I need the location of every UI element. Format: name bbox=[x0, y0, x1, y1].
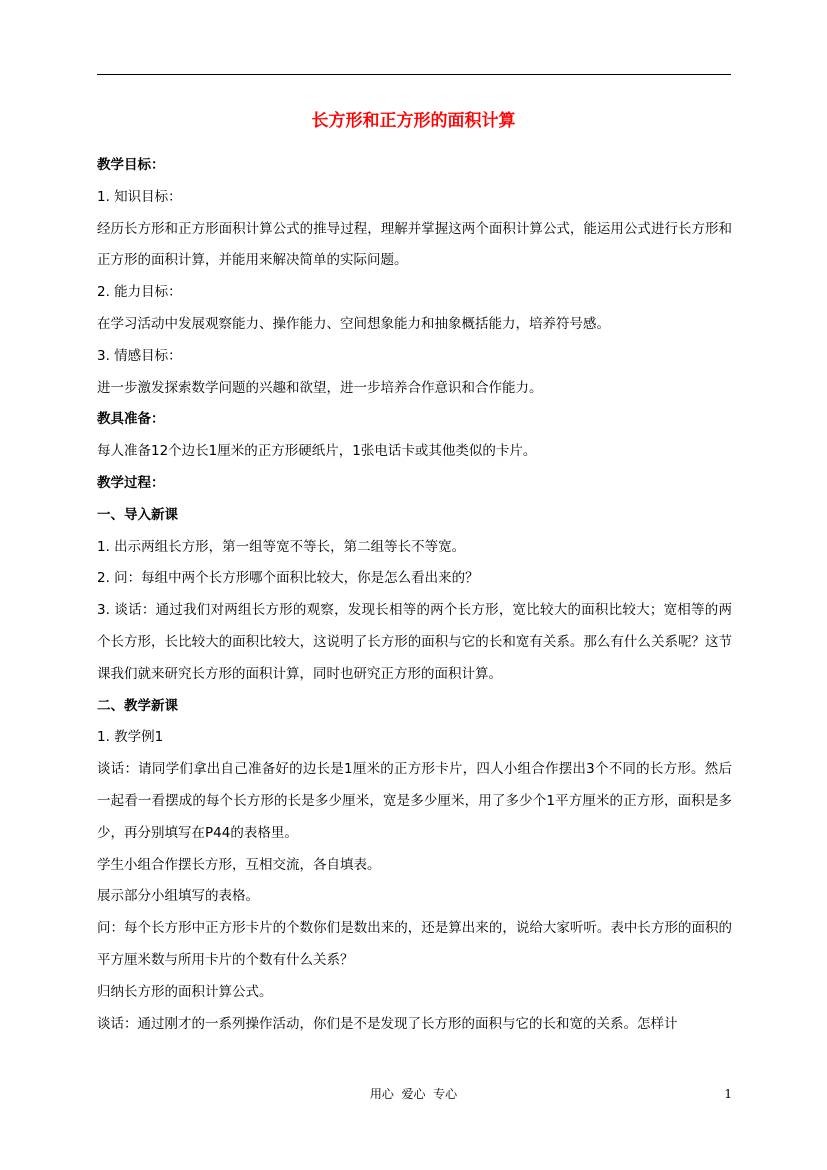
section-heading-objectives: 教学目标： bbox=[97, 157, 165, 173]
paragraph: 谈话：通过刚才的一系列操作活动，你们是不是发现了长方形的面积与它的长和宽的关系。怎样计 bbox=[97, 1015, 678, 1032]
page-number: 1 bbox=[724, 1087, 732, 1101]
paragraph: 展示部分小组填写的表格。 bbox=[97, 888, 259, 905]
section-heading-process: 教学过程： bbox=[97, 474, 165, 491]
paragraph: 3. 情感目标： bbox=[97, 347, 182, 364]
footer-motto: 用心 爱心 专心 bbox=[369, 1087, 458, 1101]
paragraph: 归纳长方形的面积计算公式。 bbox=[97, 983, 273, 1000]
paragraph: 1. 知识目标： bbox=[97, 188, 182, 205]
paragraph: 进一步激发探索数学问题的兴趣和欲望，进一步培养合作意识和合作能力。 bbox=[97, 379, 543, 396]
paragraph: 经历长方形和正方形面积计算公式的推导过程，理解并掌握这两个面积计算公式，能运用公式进行长方形和正方形的面积计算，并能用来解决简单的实际问题。 bbox=[97, 220, 732, 269]
paragraph: 3. 谈话：通过我们对两组长方形的观察，发现长相等的两个长方形，宽比较大的面积比较大；宽相等的两个长方形，长比较大的面积比较大，这说明了长方形的面积与它的长和宽有关系。那么有什么关系呢？这节课我们就来研究长方形的面积计算，同时也研究正方形的面积计算。 bbox=[97, 602, 732, 682]
document-title: 长方形和正方形的面积计算 bbox=[311, 111, 516, 131]
document-body bbox=[97, 150, 732, 1040]
section-heading-materials: 教具准备： bbox=[97, 411, 165, 428]
section-heading-intro: 一、导入新课 bbox=[97, 506, 178, 523]
paragraph: 学生小组合作摆长方形，互相交流，各自填表。 bbox=[97, 856, 381, 873]
header-rule bbox=[97, 74, 731, 75]
section-heading-new-lesson: 二、教学新课 bbox=[97, 697, 178, 714]
paragraph: 谈话：请同学们拿出自己准备好的边长是1厘米的正方形卡片，四人小组合作摆出3个不同的长方形。然后一起看一看摆成的每个长方形的长是多少厘米，宽是多少厘米，用了多少个1平方厘米的正方形，面积是多少，再分别填写在P44的表格里。 bbox=[97, 761, 732, 841]
paragraph: 问：每个长方形中正方形卡片的个数你们是数出来的，还是算出来的，说给大家听听。表中长方形的面积的平方厘米数与所用卡片的个数有什么关系？ bbox=[97, 920, 732, 968]
paragraph: 2. 能力目标： bbox=[97, 284, 182, 301]
paragraph: 每人准备12个边长1厘米的正方形硬纸片，1张电话卡或其他类似的卡片。 bbox=[97, 443, 537, 460]
paragraph: 2. 问：每组中两个长方形哪个面积比较大，你是怎么看出来的？ bbox=[97, 570, 479, 587]
paragraph: 1. 出示两组长方形，第一组等宽不等长，第二组等长不等宽。 bbox=[97, 538, 466, 555]
paragraph: 1. 教学例1 bbox=[97, 729, 164, 746]
paragraph: 在学习活动中发展观察能力、操作能力、空间想象能力和抽象概括能力，培养符号感。 bbox=[97, 315, 610, 332]
